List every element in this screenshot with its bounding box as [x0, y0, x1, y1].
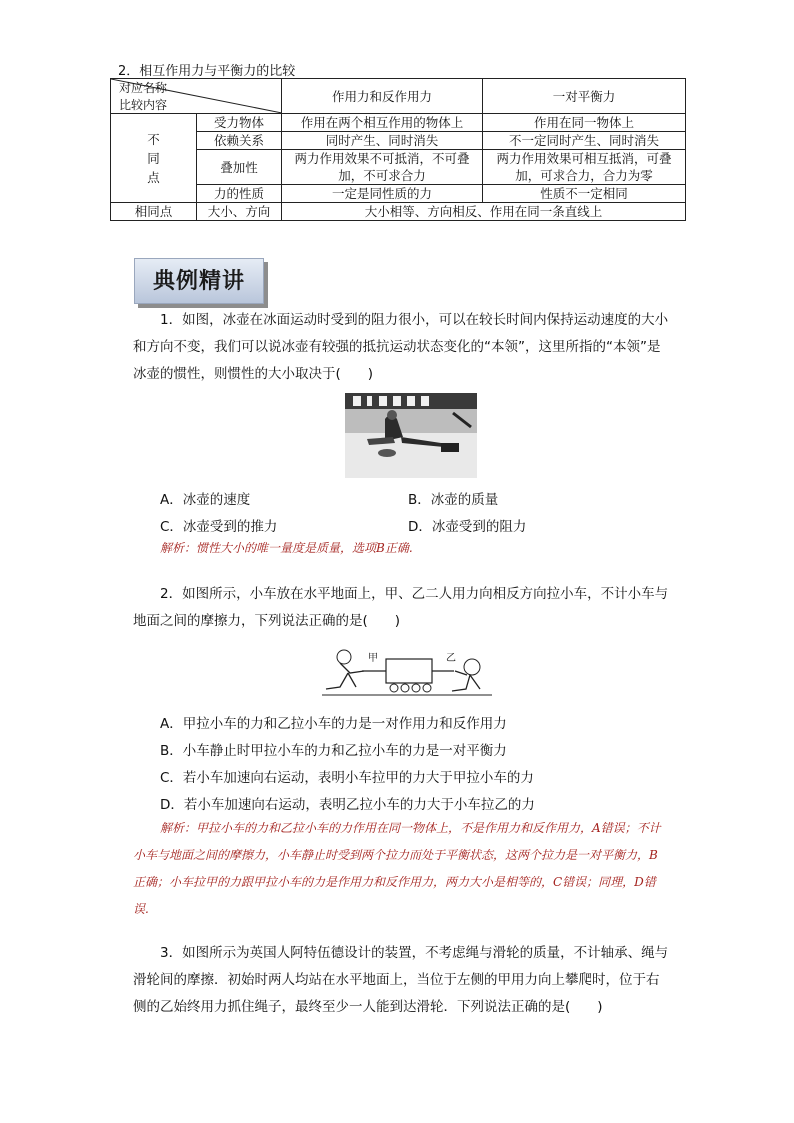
- figure-label-jia: 甲: [368, 653, 378, 664]
- q2-analysis: 解析：甲拉小车的力和乙拉小车的力作用在同一物体上，不是作用力和反作用力，A错误；不计小车与地面之间的摩擦力，小车静止时受到两个拉力而处于平衡状态，这两个拉力是一对平衡力，B正确；小车拉甲的力跟甲拉小车的力是作用力和反作用力，两力大小是相等的，C错误；同理，D错误.: [133, 821, 661, 916]
- comparison-table: [110, 78, 686, 221]
- row-cell-b: 性质不一定相同: [483, 185, 686, 203]
- corner-header-top: 对应名称: [119, 81, 168, 95]
- row-cell-b: 作用在同一物体上: [483, 114, 686, 132]
- section-title: 2．相互作用力与平衡力的比较: [118, 64, 296, 79]
- table-corner-header: [111, 79, 282, 114]
- q2-option-d: D．若小车加速向右运动，表明乙拉小车的力大于小车拉乙的力: [160, 797, 535, 813]
- q1-option-d: D．冰壶受到的阻力: [408, 519, 527, 535]
- q2-stem: 2．如图所示，小车放在水平地面上，甲、乙二人用力向相反方向拉小车，不计小车与地面之间的摩擦力，下列说法正确的是( ): [133, 586, 669, 629]
- row-item: 依赖关系: [197, 132, 282, 150]
- section-banner: [134, 258, 264, 304]
- figure-label-yi: 乙: [446, 653, 456, 664]
- q2-option-a: A．甲拉小车的力和乙拉小车的力是一对作用力和反作用力: [160, 716, 507, 732]
- row-cell-a: 两力作用效果不可抵消，不可叠加，不可求合力: [282, 150, 483, 185]
- same-label: 相同点: [111, 203, 197, 221]
- cart-figure: [322, 645, 492, 703]
- corner-header-bottom: 比较内容: [119, 98, 168, 112]
- group-label-differences: 不 同 点: [111, 114, 197, 203]
- q3-stem: 3．如图所示为英国人阿特伍德设计的装置，不考虑绳与滑轮的质量，不计轴承、绳与滑轮间的摩擦．初始时两人均站在水平地面上，当位于左侧的甲用力向上攀爬时，位于右侧的乙始终用力抓住绳子，最终至少一人能到达滑轮．下列说法正确的是( ): [133, 945, 669, 1015]
- q1-stem: 1．如图，冰壶在冰面运动时受到的阻力很小，可以在较长时间内保持运动速度的大小和方向不变，我们可以说冰壶有较强的抵抗运动状态变化的“本领”，这里所指的“本领”是冰壶的惯性，则惯性的大小取决于( ): [133, 312, 669, 382]
- row-item: 受力物体: [197, 114, 282, 132]
- column-header-balance: 一对平衡力: [483, 79, 686, 114]
- row-item: 叠加性: [197, 150, 282, 185]
- curling-photo: [345, 393, 477, 478]
- q2-option-b: B．小车静止时甲拉小车的力和乙拉小车的力是一对平衡力: [160, 743, 507, 759]
- row-cell-a: 一定是同性质的力: [282, 185, 483, 203]
- same-item: 大小、方向: [197, 203, 282, 221]
- q1-option-c: C．冰壶受到的推力: [160, 519, 278, 535]
- row-item: 力的性质: [197, 185, 282, 203]
- banner-text: 典例精讲: [152, 268, 245, 294]
- column-header-action-reaction: 作用力和反作用力: [282, 79, 483, 114]
- row-cell-a: 同时产生、同时消失: [282, 132, 483, 150]
- q1-option-b: B．冰壶的质量: [408, 492, 499, 508]
- row-cell-a: 作用在两个相互作用的物体上: [282, 114, 483, 132]
- q1-option-a: A．冰壶的速度: [160, 492, 251, 508]
- row-cell-b: 两力作用效果可相互抵消，可叠加，可求合力，合力为零: [483, 150, 686, 185]
- row-cell-b: 不一定同时产生、同时消失: [483, 132, 686, 150]
- same-value: 大小相等、方向相反、作用在同一条直线上: [282, 203, 686, 221]
- q2-option-c: C．若小车加速向右运动，表明小车拉甲的力大于甲拉小车的力: [160, 770, 534, 786]
- q1-analysis: 解析：惯性大小的唯一量度是质量，选项B正确.: [160, 541, 413, 555]
